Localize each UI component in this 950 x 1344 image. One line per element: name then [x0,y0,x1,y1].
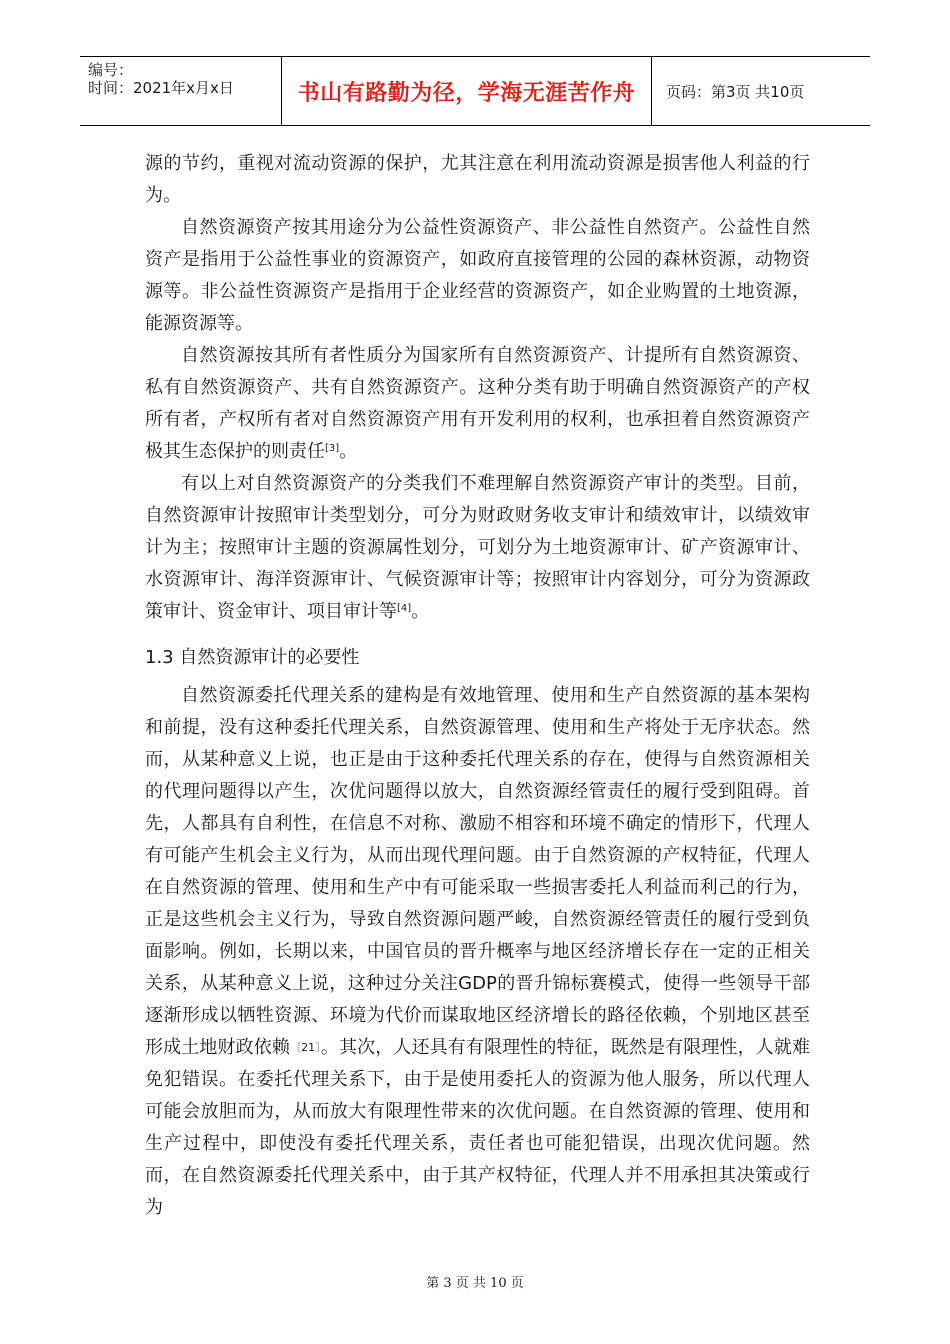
document-body [145,148,810,1224]
paragraph-end: 。 [339,441,358,462]
paragraph-text: 。其次，人还具有有限理性的特征，既然是有限理性，人就难免犯错误。在委托代理关系下，由于是使用委托人的资源为他人服务，所以代理人可能会放胆而为，从而放大有限理性带来的次优问题。在自然资源的管理、使用和生产过程中，即使没有委托代理关系，责任者也可能犯错误，出现次优问题。然而，在自然资源委托代理关系中，由于其产权特征，代理人并不用承担其决策或行为 [145,1037,811,1218]
citation: [4] [397,603,412,614]
header-motto: 书山有路勤为径，学海无涯苦作舟 [282,57,652,125]
paragraph-text: 自然资源委托代理关系的建构是有效地管理、使用和生产自然资源的基本架构和前提，没有这种委托代理关系，自然资源管理、使用和生产将处于无序状态。然而，从某种意义上说，也正是由于这种委托代理关系的存在，使得与自然资源相关的代理问题得以产生，次优问题得以放大，自然资源经管责任的履行受到阻碍。首先，人都具有自利性，在信息不对称、激励不相容和环境不确定的情形下，代理人有可能产生机会主义行为，从而出现代理问题。由于自然资源的产权特征，代理人在自然资源的管理、使用和生产中有可能采取一些损害委托人利益而利己的行为，正是这些机会主义行为，导致自然资源问题严峻，自然资源经管责任的履行受到负面影响。例如，长期以来，中国官员的晋升概率与地区经济增长存在一定的正相关关系，从某种意义上说，这种过分关注GDP的晋升锦标赛模式，使得一些领导干部逐渐形成以牺牲资源、环境为代价而谋取地区经济增长的路径依赖，个别地区甚至形成土地财政依赖 [145,685,810,1058]
paragraph [145,680,810,1224]
paragraph [145,468,810,628]
number-label: 编号： [88,61,134,79]
page-footer: 第 3 页 共 10 页 [426,1276,524,1291]
paragraph: 自然资源资产按其用途分为公益性资源资产、非公益性自然资产。公益性自然资产是指用于公益性事业的资源资产，如政府直接管理的公园的森林资源，动物资源等。非公益性资源资产是指用于企业经营的资源资产，如企业购置的土地资源，能源资源等。 [145,217,810,334]
section-heading: 1.3 自然资源审计的必要性 [145,647,360,668]
header-page-info: 页码：第3页 共10页 [666,82,805,101]
citation: 〔21〕 [289,1041,321,1054]
citation: [3] [325,443,340,454]
paragraph: 源的节约，重视对流动资源的保护，尤其注意在利用流动资源是损害他人利益的行为。 [145,153,810,206]
paragraph-end: 。 [411,601,430,622]
header-meta [80,57,282,125]
page-header [80,56,870,126]
paragraph-text: 有以上对自然资源资产的分类我们不难理解自然资源资产审计的类型。目前，自然资源审计按照审计类型划分，可分为财政财务收支审计和绩效审计，以绩效审计为主；按照审计主题的资源属性划分，可划分为土地资源审计、矿产资源审计、水资源审计、海洋资源审计、气候资源审计等；按照审计内容划分，可分为资源政策审计、资金审计、项目审计等 [145,473,810,622]
time-label: 时间：2021年x月x日 [88,79,234,97]
paragraph-text: 自然资源按其所有者性质分为国家所有自然资源资产、计提所有自然资源资、私有自然资源资产、共有自然资源资产。这种分类有助于明确自然资源资产的产权所有者，产权所有者对自然资源资产用有开发利用的权利，也承担着自然资源资产极其生态保护的则责任 [145,345,810,462]
paragraph [145,340,810,468]
